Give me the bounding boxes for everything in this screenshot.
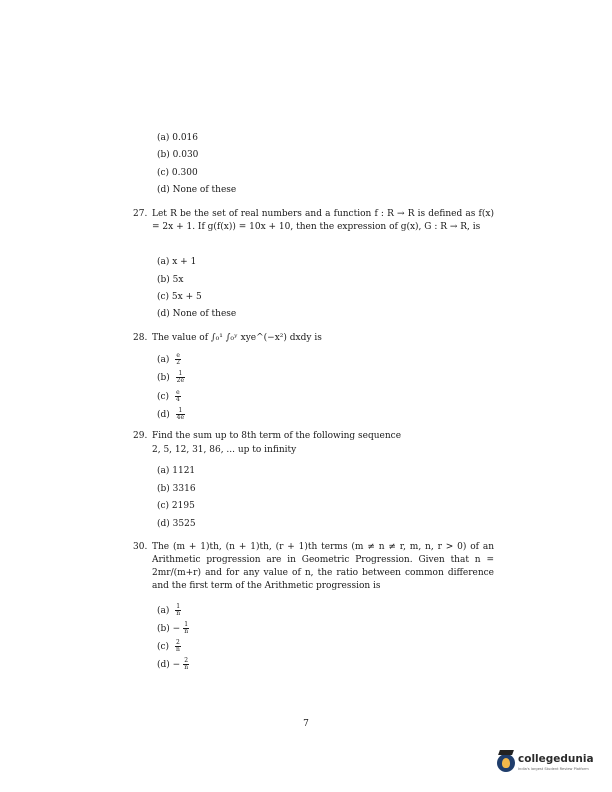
question-28: [133, 332, 495, 346]
question-sequence: 2, 5, 12, 31, 86, ... up to infinity: [152, 445, 297, 455]
logo-tagline: India's largest Student Review Platform: [518, 767, 589, 771]
question-number: 27.: [133, 209, 148, 219]
q26-option-a: (a) 0.016: [157, 133, 199, 143]
q27-option-c: (c) 5x + 5: [157, 292, 202, 302]
collegedunia-logo: [497, 750, 597, 780]
q30-option-d: (d) − $\frac{2}{n}$: [157, 657, 189, 671]
q30-option-c: (c) $\frac{2}{n}$: [157, 639, 180, 653]
logo-wordmark: collegedunia: [518, 753, 594, 765]
q26-option-c: (c) 0.300: [157, 168, 198, 178]
q29-option-d: (d) 3525: [157, 519, 196, 529]
question-number: 29.: [133, 431, 148, 441]
q27-option-b: (b) 5x: [157, 275, 184, 285]
q29-option-b: (b) 3316: [157, 484, 196, 494]
question-number: 28.: [133, 333, 148, 343]
question-29: [133, 430, 495, 458]
q28-option-d: (d) $\frac{1}{4e}$: [157, 407, 185, 421]
q28-option-c: (c) $\frac{e}{4}$: [157, 389, 180, 403]
question-text: The (m + 1)th, (n + 1)th, (r + 1)th terms (m ≠ n ≠ r, m, n, r > 0) of an Arithmetic progression are in Geometric Progression. Given that n = 2mr/(m+r) and for any value of n, the ratio between common difference and the first term of the Arithmetic progression is: [152, 542, 494, 591]
question-text: Find the sum up to 8th term of the following sequence: [152, 431, 402, 441]
q26-option-b: (b) 0.030: [157, 150, 199, 160]
question-27: [133, 208, 495, 248]
q30-option-a: (a) $\frac{1}{n}$: [157, 603, 181, 617]
q26-option-d: (d) None of these: [157, 185, 237, 195]
q28-option-a: (a) $\frac{e}{2}$: [157, 352, 181, 366]
page-number: 7: [303, 719, 309, 729]
q28-option-b: (b) $\frac{1}{2e}$: [157, 370, 185, 384]
question-number: 30.: [133, 542, 148, 552]
q27-option-a: (a) x + 1: [157, 257, 197, 267]
q30-option-b: (b) − $\frac{1}{n}$: [157, 621, 189, 635]
question-30: [133, 541, 495, 595]
q29-option-c: (c) 2195: [157, 501, 195, 511]
question-text: The value of ∫₀¹ ∫₀ʸ xye^(−x²) dxdy is: [152, 333, 322, 343]
q29-option-a: (a) 1121: [157, 466, 196, 476]
q27-option-d: (d) None of these: [157, 309, 237, 319]
graduation-cap-icon: [498, 750, 514, 755]
logo-mascot-icon: [497, 754, 515, 772]
question-text: Let R be the set of real numbers and a function f : R → R is defined as f(x) = 2x + 1. If g(f(x)) = 10x + 10, then the expression of g(x), G : R → R, is: [152, 209, 494, 232]
